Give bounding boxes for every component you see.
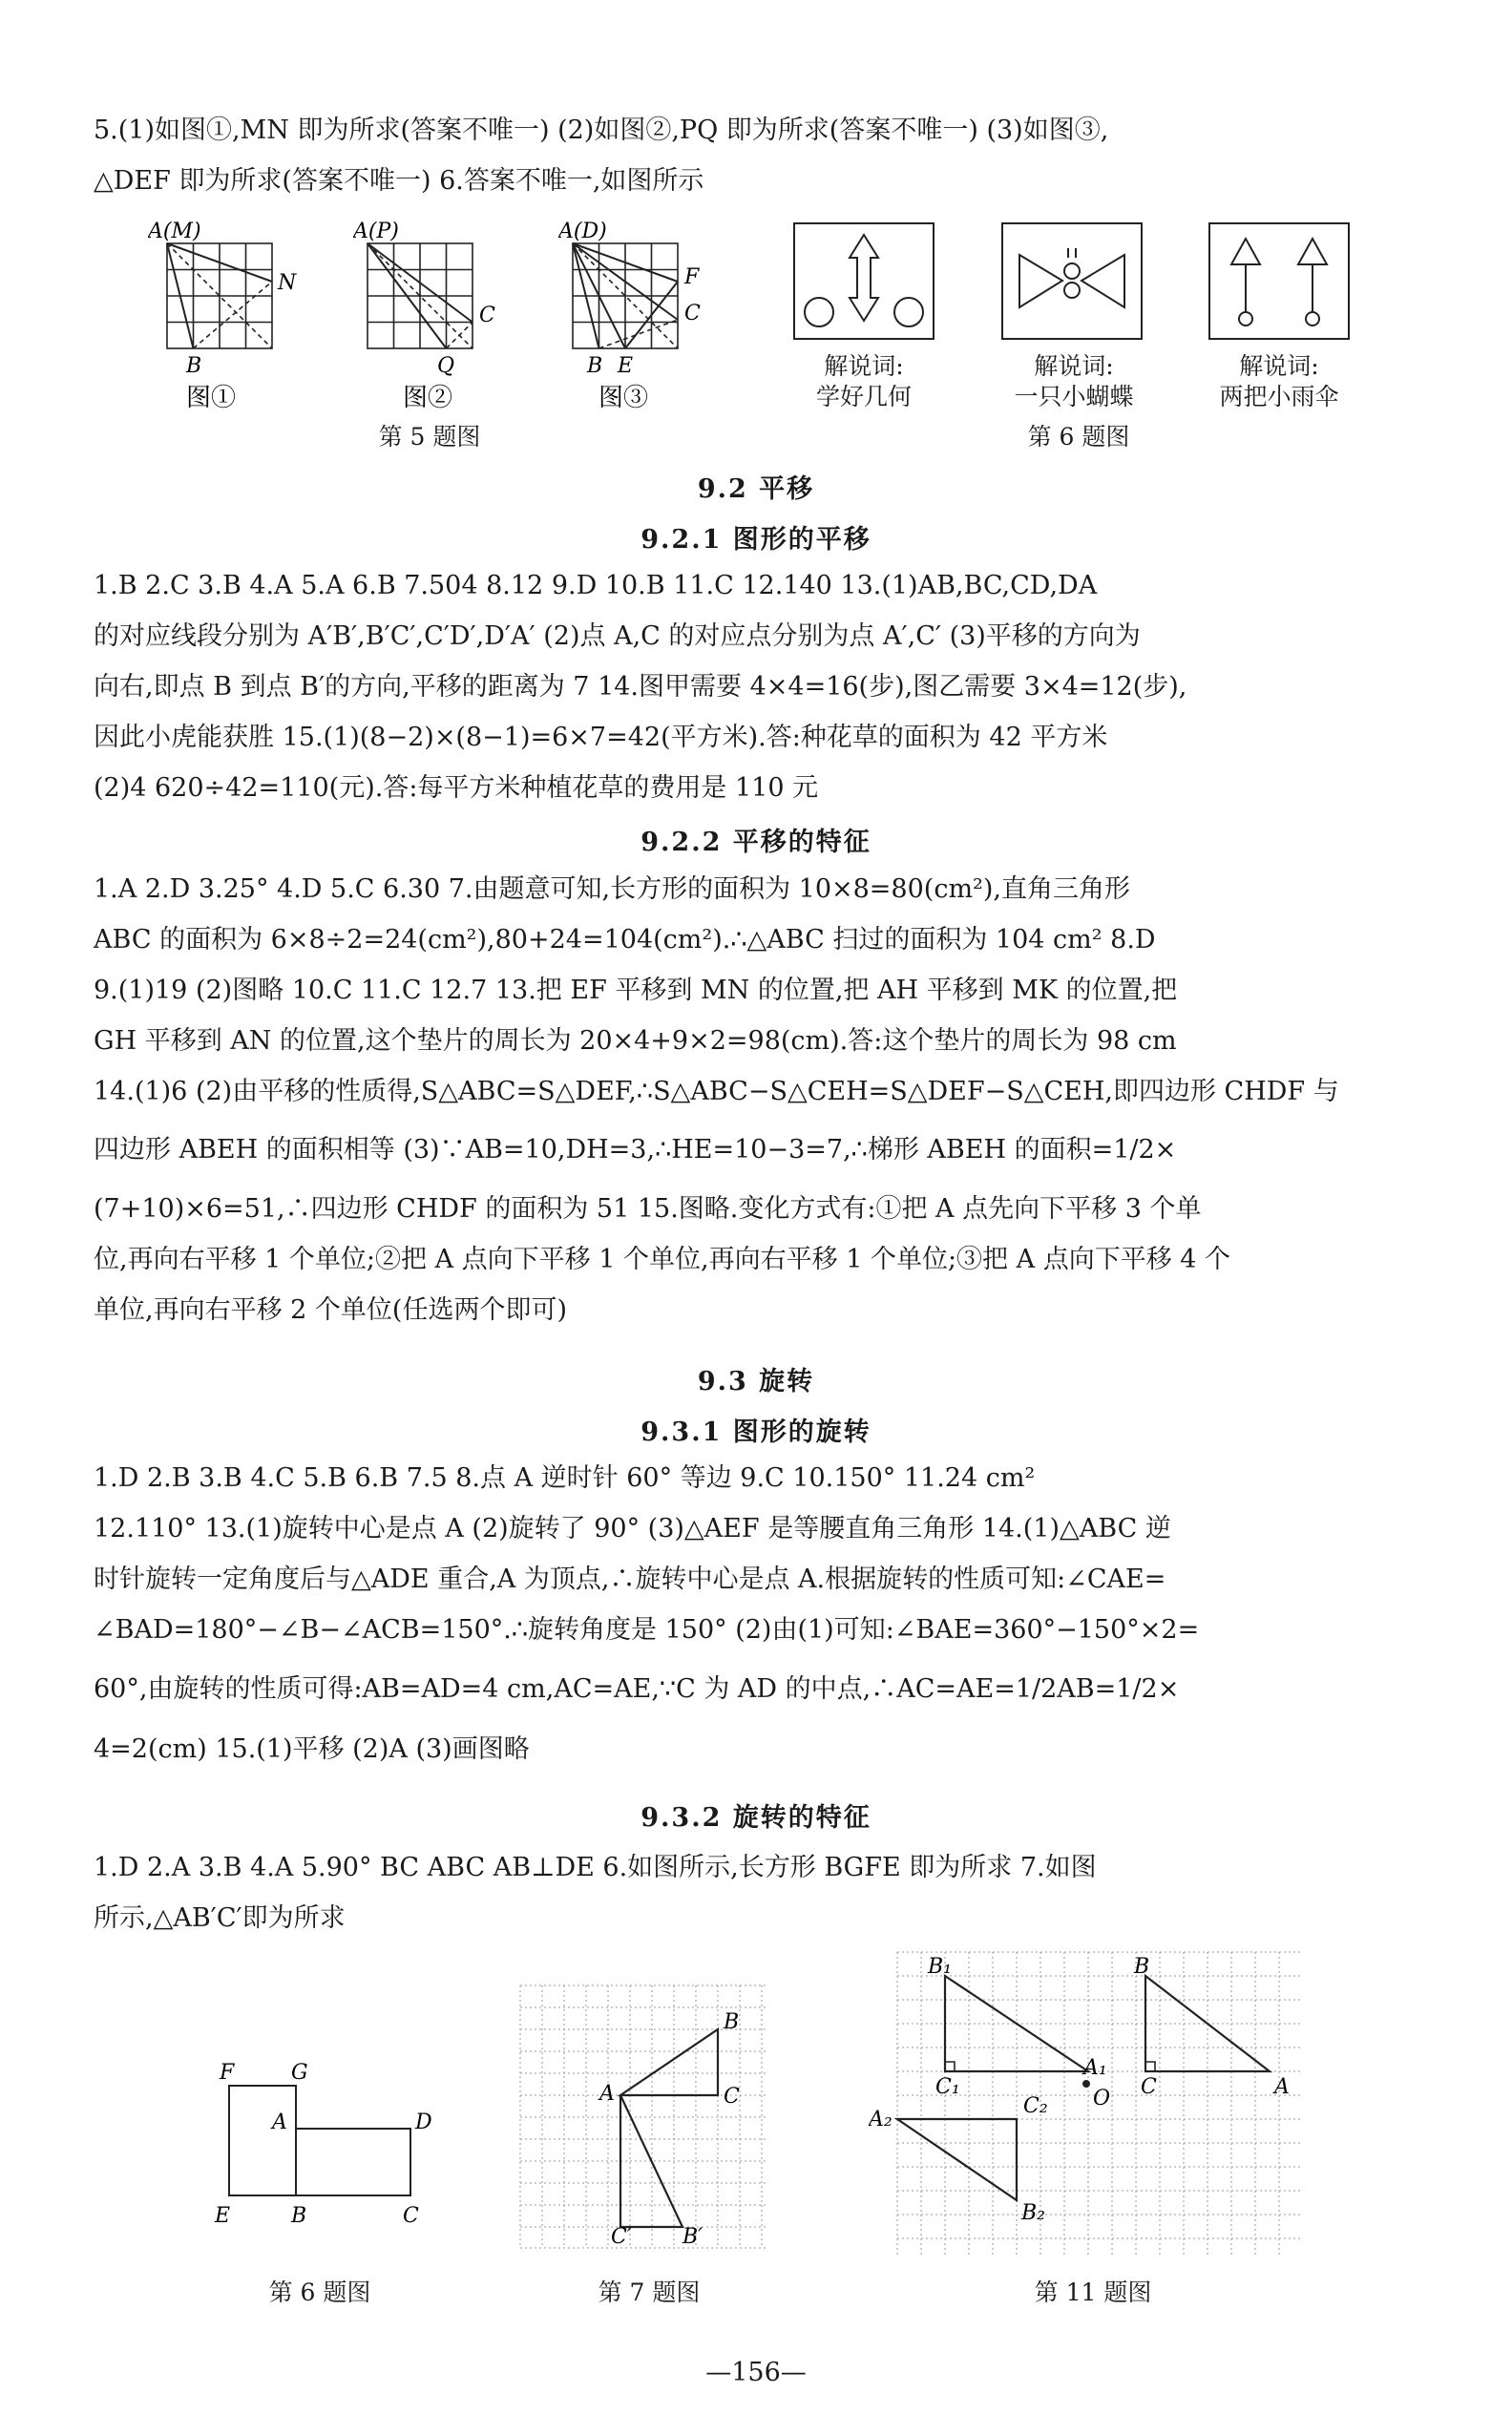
section-9-3-1-body (94, 1453, 1420, 1774)
fig5-sub2 (353, 215, 520, 415)
fig7-label-a: A (599, 2082, 615, 2106)
section-9-3-1-title: 9.3.1 图形的旋转 (640, 1418, 872, 1447)
fig6-box1-commentary (792, 351, 935, 412)
fig6-bottom-caption: 第 6 题图 (268, 2278, 371, 2306)
s921-line: 向右,即点 B 到点 B′的方向,平移的距离为 7 14.图甲需要 4×4=16(步),图乙需要 3×4=12(步), (94, 672, 1187, 702)
fig5-3-caption: 图③ (598, 384, 649, 412)
fig11 (869, 1942, 1308, 2262)
s922-line: 9.(1)19 (2)图略 10.C 11.C 12.7 13.把 EF 平移到 MN 的位置,把 AH 平移到 MK 的位置,把 (94, 976, 1178, 1005)
fig11-label-o: O (1093, 2087, 1111, 2110)
fig5-1-caption: 图① (186, 384, 237, 412)
section-9-2-2-title: 9.2.2 平移的特征 (640, 828, 872, 857)
top-answers (94, 105, 1420, 206)
fig7-label-c: C (724, 2085, 740, 2109)
fig6-box1-text: 学好几何 (815, 383, 912, 410)
fig6-box1-shape (792, 221, 935, 341)
fig6-box2-label: 解说词: (1034, 352, 1114, 380)
s922-line: ABC 的面积为 6×8÷2=24(cm²),80+24=104(cm²).∴△ABC 扫过的面积为 104 cm² 8.D (94, 925, 1156, 955)
fig6-box3-text: 两把小雨伞 (1219, 383, 1339, 410)
s931-line: 4=2(cm) 15.(1)平移 (2)A (3)画图略 (94, 1734, 530, 1764)
fig6-box3-label: 解说词: (1239, 352, 1319, 380)
fig6-b-label-f: F (220, 2061, 235, 2085)
fig5-3-label-c: C (684, 302, 701, 326)
fig6-box3-commentary (1193, 351, 1365, 412)
fig11-label-a2: A₂ (869, 2108, 892, 2132)
fig7-label-b: B (724, 2010, 740, 2034)
fig7-label-c-prime: C′ (611, 2225, 632, 2249)
s922-line: 位,再向右平移 1 个单位;②把 A 点向下平移 1 个单位,再向右平移 1 个单位;③把 A 点向下平移 4 个 (94, 1245, 1231, 1274)
fig6-b-label-e: E (215, 2204, 231, 2228)
s921-line: 的对应线段分别为 A′B′,B′C′,C′D′,D′A′ (2)点 A,C 的对应点分别为点 A′,C′ (3)平移的方向为 (94, 621, 1141, 651)
section-9-3-title: 9.3 旋转 (697, 1367, 815, 1396)
s922-line: 1.A 2.D 3.25° 4.D 5.C 6.30 7.由题意可知,长方形的面积为 10×8=80(cm²),直角三角形 (94, 874, 1130, 904)
s922-line: GH 平移到 AN 的位置,这个垫片的周长为 20×4+9×2=98(cm).答:这个垫片的周长为 98 cm (94, 1026, 1177, 1056)
fig7-label-b-prime: B′ (682, 2225, 704, 2249)
fig5-3-label-a: A(D) (558, 220, 607, 243)
s931-line: 1.D 2.B 3.B 4.C 5.B 6.B 7.5 8.点 A 逆时针 60° 等边 9.C 10.150° 11.24 cm² (94, 1463, 1036, 1493)
s922-line: (7+10)×6=51,∴四边形 CHDF 的面积为 51 15.图略.变化方式有:①把 A 点先向下平移 3 个单 (94, 1194, 1202, 1224)
fig6-box3-shape (1208, 221, 1351, 341)
s932-line: 1.D 2.A 3.B 4.A 5.90° BC ABC AB⊥DE 6.如图所示,长方形 BGFE 即为所求 7.如图 (94, 1853, 1097, 1882)
fig6-b-label-d: D (415, 2110, 432, 2134)
top-line-1: 5.(1)如图①,MN 即为所求(答案不唯一) (2)如图②,PQ 即为所求(答案不唯一) (3)如图③, (94, 116, 1109, 145)
fig6-box2-text: 一只小蝴蝶 (1014, 383, 1134, 410)
s931-line: 12.110° 13.(1)旋转中心是点 A (2)旋转了 90° (3)△AEF 是等腰直角三角形 14.(1)△ABC 逆 (94, 1514, 1171, 1544)
fig5-1-label-n: N (278, 271, 297, 295)
s922-line: 单位,再向右平移 2 个单位(任选两个即可) (94, 1295, 567, 1325)
fig6-b-label-c: C (403, 2204, 419, 2228)
fig6-b-label-g: G (291, 2061, 308, 2085)
fig5-sub1 (148, 215, 315, 415)
fig7 (515, 1981, 778, 2258)
fig5-3-label-e: E (618, 354, 634, 378)
fig5-2-caption: 图② (403, 384, 453, 412)
fig6-bottom (210, 2033, 449, 2272)
fig7-caption: 第 7 题图 (598, 2278, 701, 2306)
fig5-3-label-f: F (684, 265, 700, 289)
fig11-label-a: A (1274, 2075, 1290, 2099)
s921-line: 1.B 2.C 3.B 4.A 5.A 6.B 7.504 8.12 9.D 10.B 11.C 12.140 13.(1)AB,BC,CD,DA (94, 571, 1098, 600)
section-9-2-1-body (94, 560, 1420, 813)
section-9-3-2-body (94, 1842, 1420, 1943)
fig11-label-c2: C₂ (1023, 2094, 1048, 2118)
fig11-label-b2: B₂ (1021, 2201, 1045, 2225)
section-9-2-2-body (94, 864, 1420, 1335)
section-9-2-title: 9.2 平移 (697, 474, 815, 504)
fig6-b-label-a: A (272, 2110, 287, 2134)
s932-line: 所示,△AB′C′即为所求 (94, 1903, 346, 1933)
fig6-top-caption: 第 6 题图 (1027, 423, 1130, 451)
s922-line: 14.(1)6 (2)由平移的性质得,S△ABC=S△DEF,∴S△ABC−S△CEH=S△DEF−S△CEH,即四边形 CHDF 与 (94, 1077, 1339, 1106)
s931-line: 60°,由旋转的性质可得:AB=AD=4 cm,AC=AE,∵C 为 AD 的中点,∴AC=AE=1/2AB=1/2× (94, 1674, 1180, 1704)
s921-line: 因此小虎能获胜 15.(1)(8−2)×(8−1)=6×7=42(平方米).答:种花草的面积为 42 平方米 (94, 723, 1108, 752)
fig11-label-a1: A₁ (1083, 2056, 1107, 2080)
fig6-b-label-b: B (291, 2204, 307, 2228)
s931-line: ∠BAD=180°−∠B−∠ACB=150°.∴旋转角度是 150° (2)由(1)可知:∠BAE=360°−150°×2= (94, 1615, 1200, 1645)
fig5-2-label-c: C (479, 304, 495, 327)
s931-line: 时针旋转一定角度后与△ADE 重合,A 为顶点,∴旋转中心是点 A.根据旋转的性质可知:∠CAE= (94, 1564, 1166, 1594)
fig5-sub3 (558, 215, 725, 415)
fig5-1-label-a: A(M) (148, 220, 201, 243)
s921-line: (2)4 620÷42=110(元).答:每平方米种植花草的费用是 110 元 (94, 773, 819, 803)
fig11-label-c1: C₁ (935, 2075, 960, 2099)
fig6-box2-shape (1000, 221, 1144, 341)
fig6-box1-label: 解说词: (824, 352, 904, 380)
top-line-2: △DEF 即为所求(答案不唯一) 6.答案不唯一,如图所示 (94, 166, 704, 196)
fig11-label-b1: B₁ (928, 1955, 952, 1979)
section-9-3-2-title: 9.3.2 旋转的特征 (640, 1803, 872, 1833)
fig5-1-label-b: B (186, 354, 202, 378)
fig5-2-label-q: Q (437, 354, 455, 378)
fig11-label-b: B (1134, 1955, 1150, 1979)
s922-line: 四边形 ABEH 的面积相等 (3)∵AB=10,DH=3,∴HE=10−3=7,∴梯形 ABEH 的面积=1/2× (94, 1135, 1177, 1165)
fig5-3-label-b: B (587, 354, 603, 378)
page-number: —156— (705, 2358, 807, 2387)
fig5-2-label-a: A(P) (353, 220, 399, 243)
fig11-label-c: C (1141, 2075, 1157, 2099)
fig6-box2-commentary (988, 351, 1160, 412)
fig11-caption: 第 11 题图 (1034, 2278, 1152, 2306)
section-9-2-1-title: 9.2.1 图形的平移 (640, 525, 872, 555)
fig5-caption: 第 5 题图 (378, 423, 481, 451)
